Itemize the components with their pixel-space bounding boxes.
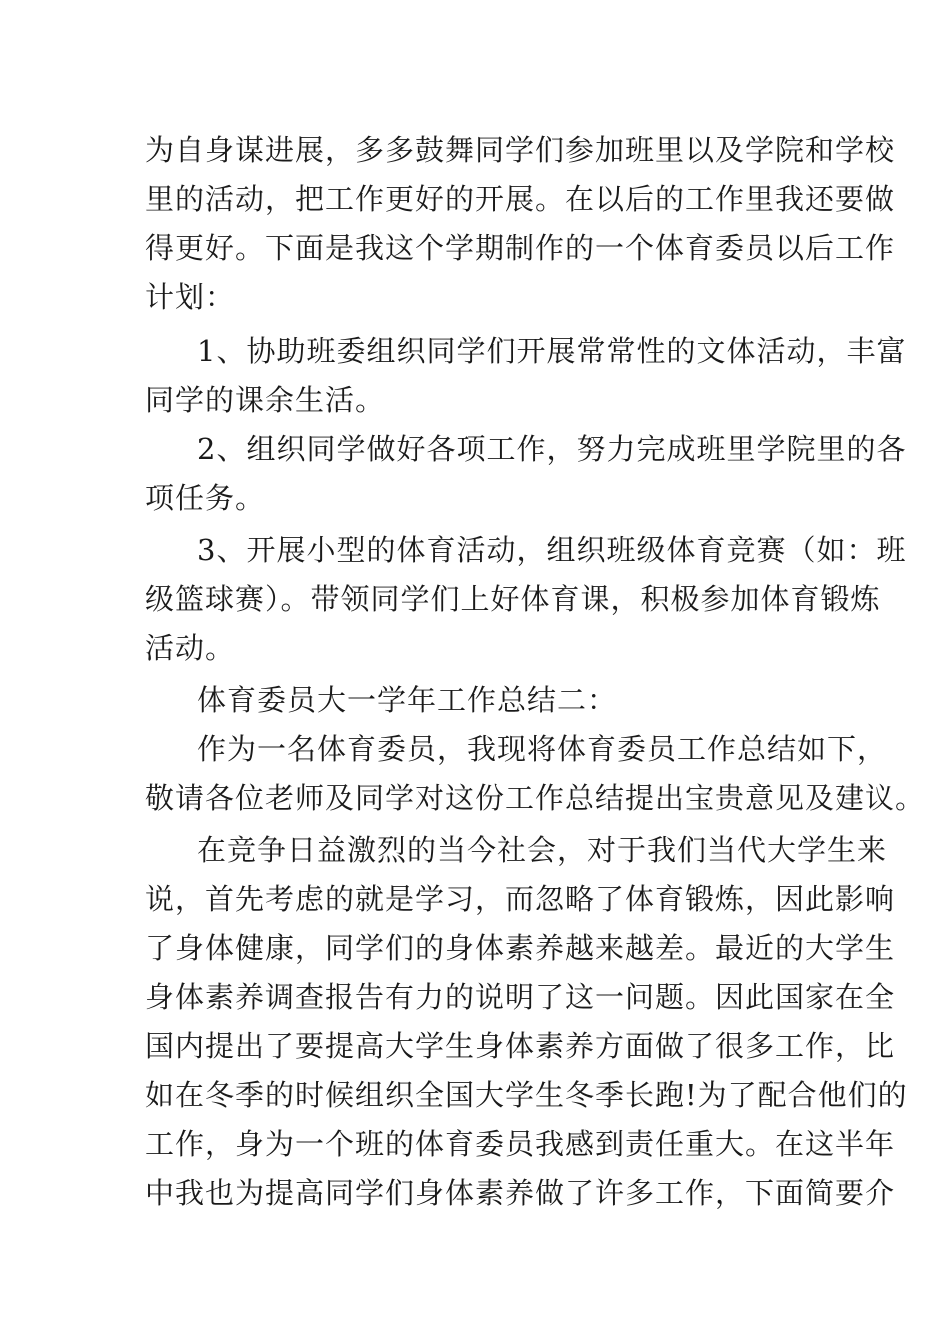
- list-item-2: 2、组织同学做好各项工作，努力完成班里学院里的各: [197, 432, 907, 466]
- text-line: 敬请各位老师及同学对这份工作总结提出宝贵意见及建议。: [145, 781, 926, 815]
- text-line: 国内提出了要提高大学生身体素养方面做了很多工作，比: [145, 1029, 896, 1063]
- text-line: 中我也为提高同学们身体素养做了许多工作，下面简要介: [145, 1176, 896, 1210]
- text-line: 身体素养调查报告有力的说明了这一问题。因此国家在全: [145, 980, 896, 1014]
- text-line: 如在冬季的时候组织全国大学生冬季长跑!为了配合他们的: [145, 1078, 908, 1112]
- text-line: 为自身谋进展，多多鼓舞同学们参加班里以及学院和学校: [145, 133, 896, 167]
- text-line: 项任务。: [145, 481, 266, 515]
- list-item-3: 3、开展小型的体育活动，组织班级体育竞赛（如：班: [197, 533, 907, 567]
- text-line: 里的活动，把工作更好的开展。在以后的工作里我还要做: [145, 182, 896, 216]
- text-line: 同学的课余生活。: [145, 383, 386, 417]
- text-line: 在竞争日益激烈的当今社会，对于我们当代大学生来: [197, 833, 888, 867]
- text-line: 说，首先考虑的就是学习，而忽略了体育锻炼，因此影响: [145, 882, 896, 916]
- list-item-1: 1、协助班委组织同学们开展常常性的文体活动，丰富: [197, 334, 907, 368]
- text-line: 级篮球赛）。带领同学们上好体育课，积极参加体育锻炼: [145, 582, 881, 616]
- text-line: 活动。: [145, 631, 236, 665]
- text-line: 了身体健康，同学们的身体素养越来越差。最近的大学生: [145, 931, 896, 965]
- section-heading: 体育委员大一学年工作总结二：: [197, 683, 618, 717]
- text-line: 作为一名体育委员，我现将体育委员工作总结如下，: [197, 732, 888, 766]
- text-line: 得更好。下面是我这个学期制作的一个体育委员以后工作: [145, 231, 896, 265]
- text-line: 工作，身为一个班的体育委员我感到责任重大。在这半年: [145, 1127, 896, 1161]
- text-line: 计划：: [145, 280, 236, 314]
